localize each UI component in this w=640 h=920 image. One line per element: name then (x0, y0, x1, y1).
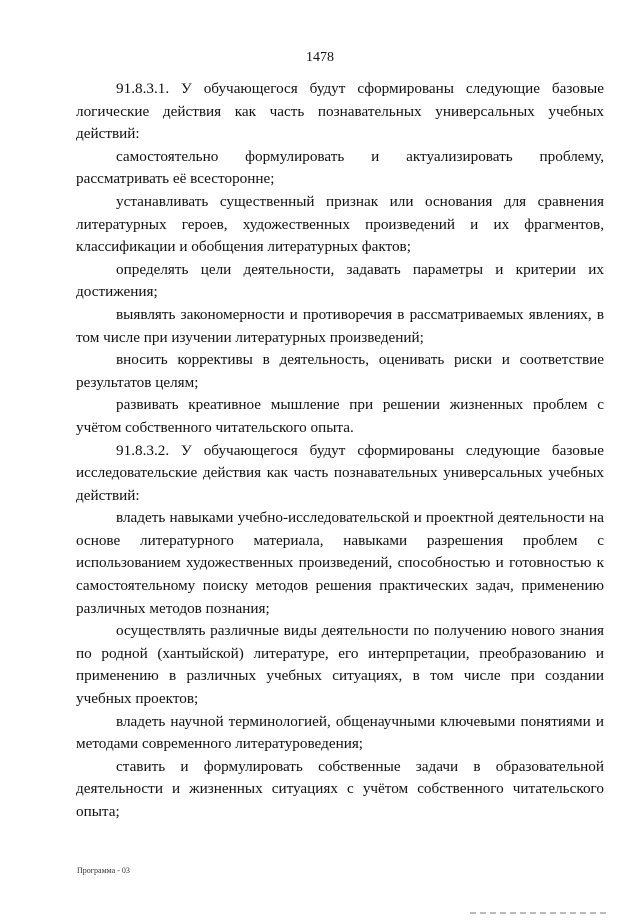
page-number: 1478 (306, 50, 334, 65)
paragraph-91-8-3-1: 91.8.3.1. У обучающегося будут сформированы следующие базовые логические действия как часть познавательных универсальных учебных действий: (76, 80, 604, 143)
list-item: владеть научной терминологией, общенаучными ключевыми понятиями и методами современного литературоведения; (76, 712, 604, 753)
scan-artifact-line (470, 912, 610, 914)
list-item: владеть навыками учебно-исследовательской и проектной деятельности на основе литературного материала, навыками разрешения проблем с использованием художественных произведений, способностью и готовностью к самостоятельному поиску методов решения практических задач, применению различных методов познания; (76, 509, 604, 617)
list-item: ставить и формулировать собственные задачи в образовательной деятельности и жизненных ситуациях с учётом собственного читательского опыта; (76, 757, 604, 820)
paragraph-91-8-3-2: 91.8.3.2. У обучающегося будут сформированы следующие базовые исследовательские действия как часть познавательных универсальных учебных действий: (76, 441, 604, 504)
list-item: выявлять закономерности и противоречия в рассматриваемых явлениях, в том числе при изучении литературных произведений; (76, 305, 604, 346)
list-item: определять цели деятельности, задавать параметры и критерии их достижения; (76, 260, 604, 301)
list-item: устанавливать существенный признак или основания для сравнения литературных героев, художественных произведений и их фрагментов, классификации и обобщения литературных фактов; (76, 192, 604, 256)
document-body (76, 78, 604, 824)
list-item: развивать креативное мышление при решении жизненных проблем с учётом собственного читательского опыта. (76, 396, 604, 436)
list-item: самостоятельно формулировать и актуализировать проблему, рассматривать её всесторонне; (76, 147, 604, 188)
list-item: вносить коррективы в деятельность, оценивать риски и соответствие результатов целям; (76, 351, 604, 391)
footer-label: Программа - 03 (77, 866, 130, 875)
list-item: осуществлять различные виды деятельности по получению нового знания по родной (хантыйской) литературе, его интерпретации, преобразованию и применению в различных учебных ситуациях, в том числе при создании учебных проектов; (76, 622, 604, 708)
